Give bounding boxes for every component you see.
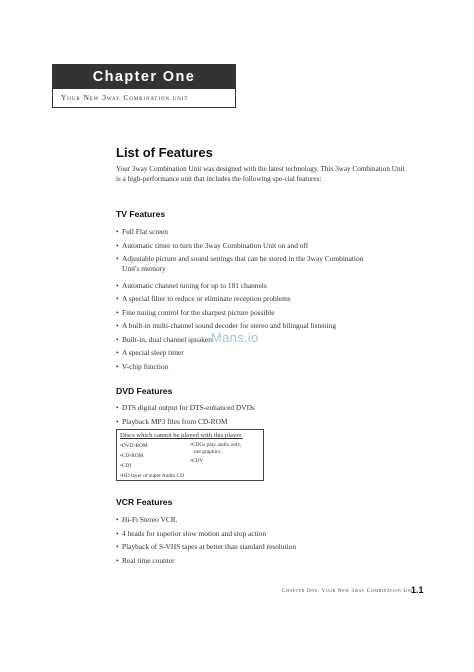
- list-item: • DVD-ROM: [120, 441, 190, 451]
- list-item: • Automatic channel tuning for up to 181 channels: [116, 281, 406, 295]
- vcr-features-heading: VCR Features: [116, 497, 173, 507]
- list-item: • HD layer of super Audio CD: [120, 471, 190, 481]
- page-number: 1.1: [411, 585, 424, 595]
- chapter-subtitle: Your New 3way Combination unit: [61, 93, 189, 102]
- unsupported-discs-left: [120, 441, 190, 481]
- list-item: • Playback MP3 files from CD-ROM: [116, 417, 406, 431]
- unsupported-discs-heading: Discs which cannot be played with this player.: [120, 432, 243, 439]
- dvd-features-list: [116, 403, 406, 430]
- list-item: • DTS digital output for DTS-enhanced DVDs: [116, 403, 406, 417]
- footer-chapter-label: Chapter One: Your New 3way Combination Unit: [282, 588, 416, 594]
- list-item: • Real time counter: [116, 556, 406, 570]
- tv-features-heading: TV Features: [116, 209, 166, 219]
- page-title: List of Features: [116, 145, 213, 160]
- list-item: • CD-ROM: [120, 451, 190, 461]
- list-item: • Hi-Fi Stereo VCR.: [116, 515, 406, 529]
- watermark: Mans.io: [211, 330, 259, 345]
- list-item: • Fine tuning control for the sharpest picture possible: [116, 308, 406, 322]
- unsupported-discs-box: [116, 429, 264, 481]
- list-item: • Playback of S-VHS tapes at better than standard resolution: [116, 542, 406, 556]
- list-item: • A special sleep timer: [116, 348, 406, 362]
- intro-paragraph: Your 3way Combination Unit was designed with the latest technology. This 3way Combination Unit is a high-performance unit that includes the following spe-cial features:: [116, 165, 405, 183]
- list-item: • CDGs play audio only, not graphics.: [190, 442, 260, 455]
- list-item: • Full Flat screen: [116, 227, 406, 241]
- list-item: • 4 heads for superior slow motion and stop action: [116, 529, 406, 543]
- list-item: • A special filter to reduce or eliminate reception problems: [116, 294, 406, 308]
- list-item: • A built-in multi-channel sound decoder for stereo and bilingual listening: [116, 321, 406, 335]
- list-item: • V-chip function: [116, 362, 406, 376]
- tv-features-list-items: [116, 227, 406, 375]
- list-item: • CDI: [120, 461, 190, 471]
- chapter-title: Chapter One: [53, 65, 235, 89]
- list-item: • Automatic timer to turn the 3way Combination Unit on and off: [116, 241, 406, 255]
- list-item: • Adjustable picture and sound settings that can be stored in the 3way Combination Unit's memory: [116, 254, 406, 281]
- unsupported-discs-right: [190, 441, 260, 481]
- list-item: • CDV: [190, 458, 260, 465]
- dvd-features-heading: DVD Features: [116, 386, 173, 396]
- chapter-header: [52, 64, 236, 108]
- vcr-features-list: [116, 515, 406, 569]
- list-item: • Built-in, dual channel speakers: [116, 335, 406, 349]
